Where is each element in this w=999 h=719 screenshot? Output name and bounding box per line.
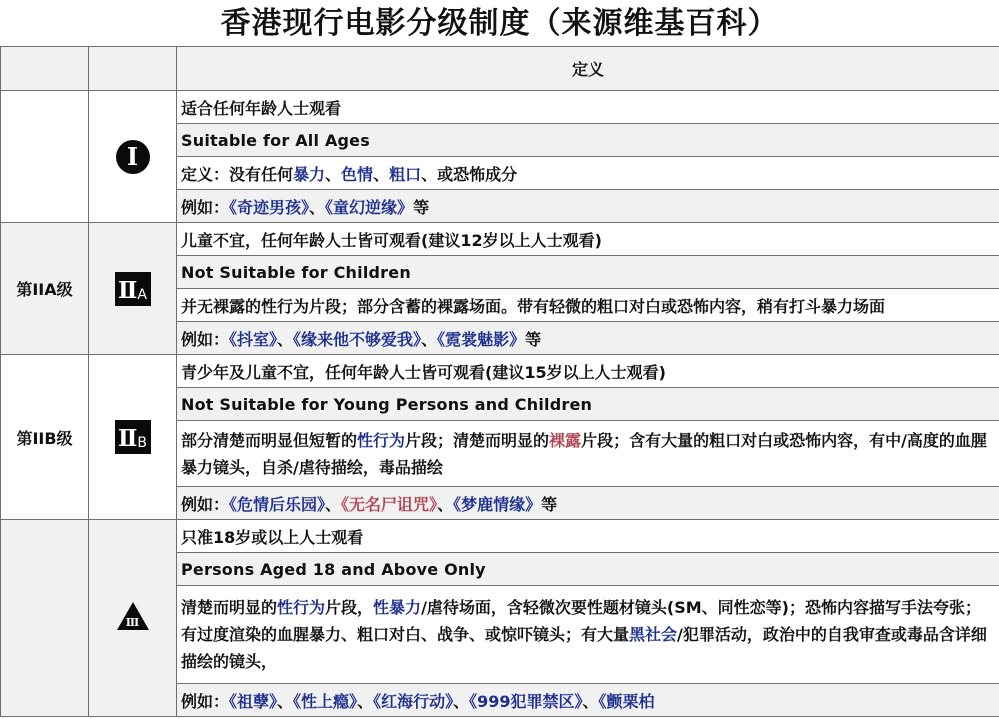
examples-prefix: 例如： (181, 329, 230, 349)
separator: 、 (421, 329, 438, 349)
icon-cell-iia (89, 223, 177, 355)
table-row (1, 520, 999, 553)
examples-prefix: 例如： (181, 494, 230, 514)
table-row (1, 223, 999, 256)
film-title: 《危情后乐园》 (229, 494, 326, 514)
age-note: 适合任何年龄人士观看 (177, 91, 999, 124)
table-row (1, 91, 999, 124)
examples-text (177, 684, 999, 717)
circle-roman-one-icon: Ⅰ (116, 140, 150, 174)
film-title: 《无名尸诅咒》 (341, 494, 438, 514)
age-note: 只准18岁或以上人士观看 (177, 520, 999, 553)
keyword: 裸露 (549, 430, 582, 450)
separator: 、 (373, 164, 390, 184)
definition-text (177, 157, 999, 190)
header-empty-cell-2 (89, 47, 177, 91)
film-title: 《缘来他不够爱我》 (293, 329, 422, 349)
definition-part: 片段， (325, 598, 374, 617)
definition-part: 部分清楚而明显但短暂的 (181, 430, 358, 450)
keyword: 黑社会 (629, 625, 678, 644)
separator: 、 (277, 691, 294, 711)
separator: 、 (437, 494, 454, 514)
keyword: 暴力 (293, 164, 326, 184)
keyword: 性行为 (357, 430, 406, 450)
separator: 、 (325, 164, 342, 184)
examples-prefix: 例如： (181, 197, 230, 217)
examples-suffix: 等 (525, 329, 542, 349)
triangle-roman-three-icon (115, 600, 151, 632)
level-label-iib: 第IIB级 (1, 355, 89, 520)
definition-part: 片段；含有大量的粗口对白或恐怖内容，有中/高度的血腥暴力镜头，自杀/虐待描绘，毒品描绘 (181, 430, 987, 477)
level-label-iii (1, 520, 89, 717)
level-label-one (1, 91, 89, 223)
definition-part: /虐待场面，含轻微次要性题材镜头(SM、同性恋等)；恐怖内容描写手法夸张；有过度渲染的血腥暴力、粗口对白、战争、或惊吓镜头；有大量 (181, 598, 981, 644)
film-title: 《梦鹿情缘》 (453, 494, 542, 514)
header-empty-cell-1 (1, 47, 89, 91)
icon-numeral: Ⅱ (118, 276, 138, 304)
definition-suffix: 、或恐怖成分 (421, 164, 518, 184)
definition-text: 并无裸露的性行为片段；部分含蓄的裸露场面。带有轻微的粗口对白或恐怖内容，稍有打斗暴力场面 (177, 289, 999, 322)
definition-part: 清楚而明显的 (181, 598, 278, 617)
examples-text (177, 487, 999, 520)
keyword: 性行为 (277, 598, 326, 617)
english-rating: Not Suitable for Young Persons and Children (177, 388, 999, 421)
level-label-iia: 第IIA级 (1, 223, 89, 355)
definition-text (177, 586, 999, 684)
film-title: 《红海行动》 (373, 691, 454, 711)
english-rating: Persons Aged 18 and Above Only (177, 553, 999, 586)
square-roman-two-b-icon (115, 420, 151, 454)
header-definition: 定义 (177, 47, 999, 91)
examples-suffix: 等 (541, 494, 558, 514)
keyword: 性暴力 (373, 598, 422, 617)
film-title: 《奇迹男孩》 (229, 197, 310, 217)
icon-subscript: B (137, 435, 147, 451)
examples-text (177, 322, 999, 355)
film-title: 《霓裳魅影》 (437, 329, 526, 349)
examples-prefix: 例如： (181, 691, 230, 711)
film-title: 《祖孽》 (229, 691, 278, 711)
table-row (1, 355, 999, 388)
film-title: 《999犯罪禁区》 (469, 691, 583, 711)
age-note: 青少年及儿童不宜，任何年龄人士皆可观看(建议15岁以上人士观看) (177, 355, 999, 388)
film-title: 《颤栗柏 (598, 691, 655, 711)
separator: 、 (453, 691, 470, 711)
rating-table (0, 46, 999, 717)
separator: 、 (582, 691, 599, 711)
definition-prefix: 定义：没有任何 (181, 164, 294, 184)
separator: 、 (357, 691, 374, 711)
definition-text (177, 421, 999, 487)
icon-cell-one (89, 91, 177, 223)
icon-numeral: Ⅱ (118, 425, 138, 452)
english-rating: Not Suitable for Children (177, 256, 999, 289)
definition-part: 片段；清楚而明显的 (405, 430, 550, 450)
icon-cell-iii (89, 520, 177, 717)
film-title: 《性上瘾》 (293, 691, 358, 711)
table-header-row (1, 47, 999, 91)
examples-text (177, 190, 999, 223)
english-rating: Suitable for All Ages (177, 124, 999, 157)
examples-suffix: 等 (413, 197, 430, 217)
page-title: 香港现行电影分级制度（来源维基百科） (220, 6, 779, 41)
square-roman-two-a-icon (115, 272, 151, 306)
keyword: 色情 (341, 164, 374, 184)
film-title: 《抖室》 (229, 329, 278, 349)
film-title: 《童幻逆缘》 (325, 197, 414, 217)
icon-subscript: A (137, 286, 147, 303)
separator: 、 (277, 329, 294, 349)
icon-numeral: Ⅲ (125, 616, 140, 629)
keyword: 粗口 (389, 164, 422, 184)
definition-part: /犯罪活动，政治中的自我审查或毒品含详细描绘的镜头， (181, 625, 987, 671)
icon-cell-iib (89, 355, 177, 520)
separator: 、 (309, 197, 326, 217)
age-note: 儿童不宜，任何年龄人士皆可观看(建议12岁以上人士观看) (177, 223, 999, 256)
separator: 、 (325, 494, 342, 514)
